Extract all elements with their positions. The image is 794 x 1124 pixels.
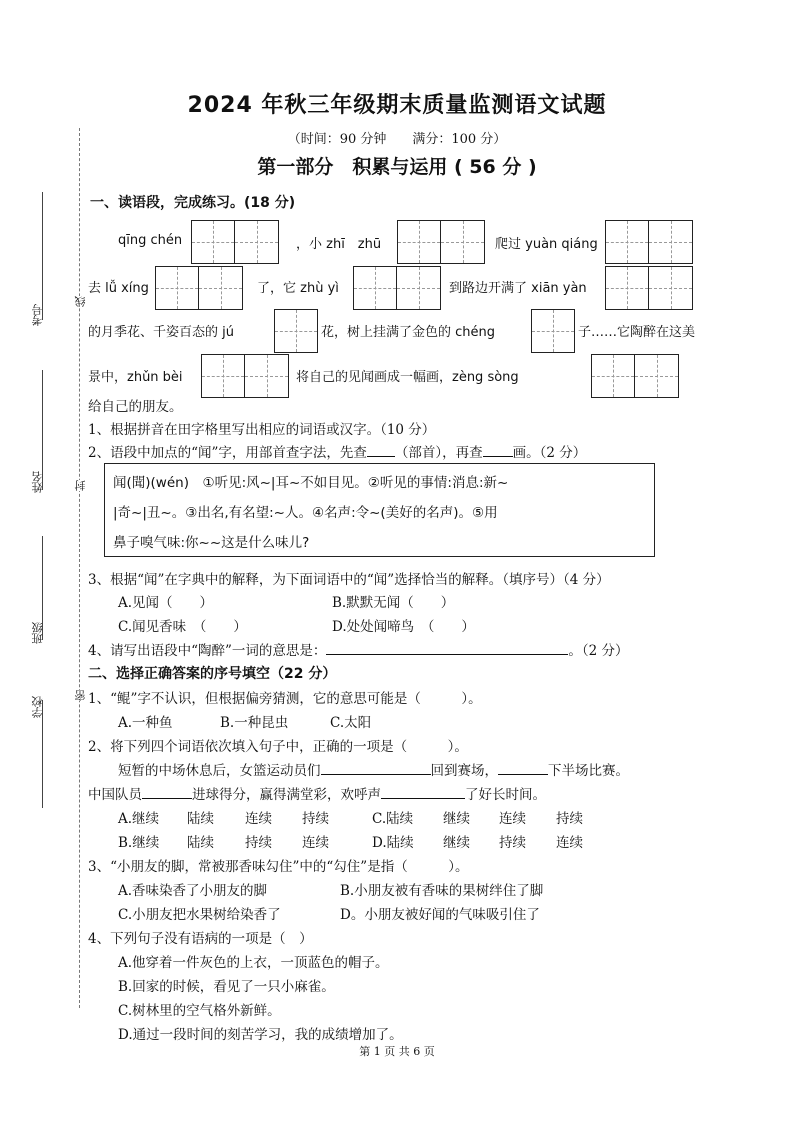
- dict-line-3: 鼻子嗅气味:你~~这是什么味儿?: [113, 535, 310, 551]
- label-kaohao: 考号: [31, 304, 44, 326]
- banji-line: [42, 536, 43, 640]
- binding-dashed-line: [79, 128, 80, 1008]
- s2-q2-s2c: 了好长时间。: [465, 787, 546, 803]
- label-xingming: 姓名: [31, 471, 44, 493]
- s2-q1-a: A.一种鱼: [118, 715, 173, 731]
- tianzige-xianyan[interactable]: [605, 266, 693, 310]
- s1-q1: 1、根据拼音在田字格里写出相应的词语或汉字。（10 分）: [88, 422, 436, 438]
- s2-q2-opt-a-2: 陆续: [187, 811, 214, 827]
- s1-q3-b: B.默默无闻（ ）: [332, 595, 455, 611]
- dict-line-2: |奇~|丑~。③出名,有名望:~人。④名声:令~(美好的名声)。⑤用: [113, 505, 498, 521]
- s2-q2-s1c: 下半场比赛。: [548, 763, 629, 779]
- tianzige-yuanqiang[interactable]: [605, 220, 693, 264]
- tianzige-qingchen[interactable]: [191, 220, 279, 264]
- s2-q4-a: A.他穿着一件灰色的上衣，一顶蓝色的帽子。: [118, 955, 389, 971]
- dictionary-box: [104, 463, 655, 557]
- s2-q2-opt-a: A.继续: [118, 811, 160, 827]
- s2-q4: 4、下列句子没有语病的一项是（ ）: [88, 931, 313, 947]
- kaohao-line: [42, 192, 43, 320]
- s2-q2-opt-b: B.继续: [118, 835, 160, 851]
- seal-feng: 封: [74, 480, 87, 491]
- blank-4[interactable]: [381, 798, 465, 799]
- s2-q2-opt-c: C.陆续: [372, 811, 414, 827]
- s2-q2-s1b: 回到赛场，: [430, 763, 498, 779]
- seal-mi: 密: [74, 690, 87, 701]
- text-taozui: 子……它陶醉在这美: [578, 325, 696, 340]
- xingming-line: [42, 370, 43, 490]
- tianzige-zengsong[interactable]: [591, 354, 679, 398]
- s2-q1: 1、“鲲”字不认识，但根据偏旁猜测，它的意思可能是（ ）。: [88, 691, 482, 707]
- s2-q2-opt-c-4: 持续: [556, 811, 583, 827]
- s1-q3-c: C.闻见香味 （ ）: [118, 619, 247, 635]
- s1-q3-d: D.处处闻啼鸟 （ ）: [332, 619, 475, 635]
- s2-q1-b: B.一种昆虫: [220, 715, 289, 731]
- text-ju: 的月季花、千姿百态的 jú: [88, 325, 234, 340]
- text-zengsong: 将自己的见闻画成一幅画，zèng sòng: [296, 370, 519, 385]
- pinyin-qingchen: qīng chén: [118, 233, 183, 248]
- dict-line-1: 闻(聞)(wén) ①听见:风~|耳~不如目见。②听见的事情:消息:新~: [113, 475, 509, 491]
- s2-q2-opt-d-4: 连续: [556, 835, 583, 851]
- s1-q3-a: A.见闻（ ）: [118, 595, 214, 611]
- s2-q3-a: A.香味染香了小朋友的脚: [118, 883, 268, 899]
- s1-q4-text: 4、请写出语段中“陶醉”一词的意思是：: [88, 643, 327, 659]
- label-banji: 班级: [31, 622, 44, 644]
- tianzige-cheng[interactable]: [531, 309, 575, 353]
- blank-2[interactable]: [498, 774, 548, 775]
- s2-q3: 3、“小朋友的脚，常被那香味勾住”中的“勾住”是指（ ）。: [88, 859, 469, 875]
- s2-q3-d: D。小朋友被好闻的气味吸引住了: [340, 907, 540, 923]
- s2-q2-opt-d-2: 继续: [443, 835, 470, 851]
- s1-q2-b: （部首），再查: [394, 445, 483, 461]
- text-cheng: 花，树上挂满了金色的 chéng: [321, 325, 496, 340]
- s2-q2-s1a: 短暂的中场休息后，女篮运动员们: [118, 763, 321, 779]
- s1-q4: [88, 639, 629, 659]
- text-zhuyi: 了，它 zhù yì: [257, 281, 339, 296]
- s2-q4-c: C.树林里的空气格外新鲜。: [118, 1003, 281, 1019]
- s2-q2-opt-d: D.陆续: [372, 835, 414, 851]
- s2-q2-sentence1: [118, 759, 629, 779]
- s2-q3-b: B.小朋友被有香味的果树绊住了脚: [340, 883, 544, 899]
- blank-bushou[interactable]: [367, 456, 395, 457]
- tianzige-zhizhu[interactable]: [397, 220, 485, 264]
- tianzige-lvxing[interactable]: [155, 266, 243, 310]
- s2-q1-c: C.太阳: [330, 715, 372, 731]
- tianzige-zhuyi[interactable]: [353, 266, 441, 310]
- s2-q3-c: C.小朋友把水果树给染香了: [118, 907, 281, 923]
- s2-q2-opt-b-4: 连续: [302, 835, 329, 851]
- s2-q2-opt-b-3: 持续: [245, 835, 272, 851]
- blank-1[interactable]: [321, 774, 431, 775]
- label-xuexiao: 学校: [31, 696, 44, 718]
- text-zhunbei: 景中，zhǔn bèi: [88, 370, 183, 385]
- exam-title: 2024 年秋三年级期末质量监测语文试题: [187, 93, 607, 118]
- s2-q2-s2b: 进球得分，赢得满堂彩，欢呼声: [192, 787, 381, 803]
- section1-heading: 一、读语段，完成练习。(18 分): [90, 195, 296, 211]
- text-lvxing: 去 lǚ xíng: [88, 281, 149, 296]
- section2-heading: 二、选择正确答案的序号填空（22 分）: [88, 666, 337, 682]
- s1-q2-c: 画。（2 分）: [512, 445, 587, 461]
- s1-q2: [88, 441, 586, 461]
- s1-q4-end: 。（2 分）: [568, 643, 629, 659]
- xuexiao-line: [42, 700, 43, 808]
- part-heading: 第一部分 积累与运用 ( 56 分 ): [257, 156, 537, 178]
- s2-q2-opt-d-3: 持续: [499, 835, 526, 851]
- s1-q3: 3、根据“闻”在字典中的解释，为下面词语中的“闻”选择恰当的解释。（填序号）（4 分）: [88, 572, 610, 588]
- seal-xian: 线: [74, 296, 87, 307]
- s2-q2-s2a: 中国队员: [88, 787, 142, 803]
- s2-q2-opt-c-3: 连续: [499, 811, 526, 827]
- s2-q2-opt-a-4: 持续: [302, 811, 329, 827]
- blank-hua[interactable]: [483, 456, 513, 457]
- blank-taozui[interactable]: [326, 654, 568, 655]
- s2-q2-opt-b-2: 陆续: [187, 835, 214, 851]
- text-friend: 给自己的朋友。: [88, 399, 183, 415]
- s2-q4-b: B.回家的时候，看见了一只小麻雀。: [118, 979, 335, 995]
- tianzige-zhunbei[interactable]: [201, 354, 289, 398]
- text-xianyan: 到路边开满了 xiān yàn: [449, 281, 587, 296]
- pinyin-zhizhu: ，小 zhī zhū: [296, 237, 382, 252]
- blank-3[interactable]: [142, 798, 192, 799]
- pinyin-yuanqiang: 爬过 yuàn qiáng: [495, 237, 598, 252]
- s2-q4-d: D.通过一段时间的刻苦学习，我的成绩增加了。: [118, 1027, 403, 1043]
- s2-q2: 2、将下列四个词语依次填入句子中，正确的一项是（ ）。: [88, 739, 468, 755]
- tianzige-ju[interactable]: [274, 309, 318, 353]
- s2-q2-opt-c-2: 继续: [443, 811, 470, 827]
- s2-q2-opt-a-3: 连续: [245, 811, 272, 827]
- page-number: 第 1 页 共 6 页: [359, 1045, 435, 1058]
- s1-q2-a: 2、语段中加点的“闻”字，用部首查字法，先查: [88, 445, 367, 461]
- s2-q2-sentence2: [88, 783, 546, 803]
- exam-subtitle: （时间：90 分钟 满分：100 分）: [287, 132, 507, 147]
